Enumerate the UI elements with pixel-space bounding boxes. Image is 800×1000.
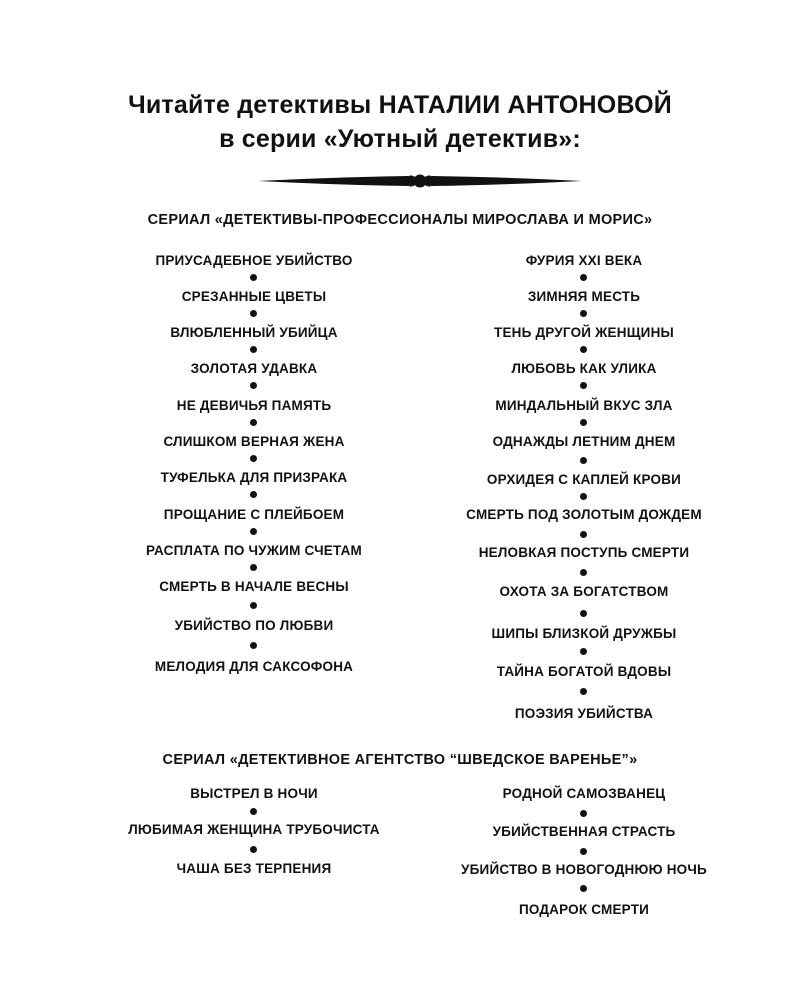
book-title: ФУРИЯ XXI ВЕКА [525,253,643,268]
book-title: ШИПЫ БЛИЗКОЙ ДРУЖБЫ [491,626,677,641]
bullet-dot-icon [580,382,587,389]
book-title: РАСПЛАТА ПО ЧУЖИМ СЧЕТАМ [146,543,362,558]
bullet-dot-icon [250,346,257,353]
series-heading-miroslava-moris: СЕРИАЛ «ДЕТЕКТИВЫ-ПРОФЕССИОНАЛЫ МИРОСЛАВА И МОРИС» [147,212,653,228]
bullet-dot-icon [250,491,257,498]
book-title: ОДНАЖДЫ ЛЕТНИМ ДНЕМ [492,434,676,449]
book-title: ЗОЛОТАЯ УДАВКА [190,361,318,376]
book-title: ЛЮБИМАЯ ЖЕНЩИНА ТРУБОЧИСТА [128,822,380,837]
bullet-dot-icon [250,642,257,649]
book-title: МИНДАЛЬНЫЙ ВКУС ЗЛА [495,398,673,413]
bullet-dot-icon [580,648,587,655]
book-title: ТАЙНА БОГАТОЙ ВДОВЫ [496,664,672,679]
book-title: ПОЭЗИЯ УБИЙСТВА [514,706,654,721]
book-title: НЕЛОВКАЯ ПОСТУПЬ СМЕРТИ [478,545,690,560]
book-title: ПОДАРОК СМЕРТИ [518,902,650,917]
book-title: ТЕНЬ ДРУГОЙ ЖЕНЩИНЫ [494,325,674,340]
book-title: УБИЙСТВО ПО ЛЮБВИ [174,618,334,633]
bullet-dot-icon [580,610,587,617]
book-title: ОХОТА ЗА БОГАТСТВОМ [499,584,669,599]
bullet-dot-icon [250,455,257,462]
bullet-dot-icon [580,885,587,892]
book-title: ПРОЩАНИЕ С ПЛЕЙБОЕМ [163,507,345,522]
bullet-dot-icon [580,848,587,855]
page-title [0,88,800,156]
book-title: ЗИМНЯЯ МЕСТЬ [527,289,641,304]
bullet-dot-icon [580,531,587,538]
book-title: МЕЛОДИЯ ДЛЯ САКСОФОНА [154,659,354,674]
book-title: ВЫСТРЕЛ В НОЧИ [190,786,318,801]
bullet-dot-icon [250,310,257,317]
book-title: ВЛЮБЛЕННЫЙ УБИЙЦА [170,325,338,340]
bullet-dot-icon [250,602,257,609]
bullet-dot-icon [580,457,587,464]
bullet-dot-icon [580,310,587,317]
bullet-dot-icon [580,274,587,281]
book-title: УБИЙСТВЕННАЯ СТРАСТЬ [492,824,676,839]
bullet-dot-icon [580,346,587,353]
title-line-series: в серии «Уютный детектив»: [219,125,581,153]
bullet-dot-icon [580,569,587,576]
book-title: СМЕРТЬ В НАЧАЛЕ ВЕСНЫ [159,579,349,594]
book-title: УБИЙСТВО В НОВОГОДНЮЮ НОЧЬ [461,862,707,877]
bullet-dot-icon [580,810,587,817]
book-title: ТУФЕЛЬКА ДЛЯ ПРИЗРАКА [160,470,348,485]
bullet-dot-icon [250,382,257,389]
series-heading-swedish-jam: СЕРИАЛ «ДЕТЕКТИВНОЕ АГЕНТСТВО “ШВЕДСКОЕ ВАРЕНЬЕ”» [162,752,638,768]
ornament-divider-icon [258,170,582,192]
book-title: ОРХИДЕЯ С КАПЛЕЙ КРОВИ [486,472,682,487]
bullet-dot-icon [250,419,257,426]
bullet-dot-icon [580,688,587,695]
book-title: СМЕРТЬ ПОД ЗОЛОТЫМ ДОЖДЕМ [466,507,702,522]
book-title: ПРИУСАДЕБНОЕ УБИЙСТВО [155,253,353,268]
book-title: НЕ ДЕВИЧЬЯ ПАМЯТЬ [176,398,332,413]
book-title: СРЕЗАННЫЕ ЦВЕТЫ [181,289,327,304]
title-line-author: Читайте детективы НАТАЛИИ АНТОНОВОЙ [128,91,672,119]
book-title: ЛЮБОВЬ КАК УЛИКА [511,361,657,376]
bullet-dot-icon [250,274,257,281]
bullet-dot-icon [250,846,257,853]
bullet-dot-icon [250,808,257,815]
bullet-dot-icon [250,564,257,571]
bullet-dot-icon [250,528,257,535]
bullet-dot-icon [580,493,587,500]
book-title: СЛИШКОМ ВЕРНАЯ ЖЕНА [163,434,345,449]
book-title: РОДНОЙ САМОЗВАНЕЦ [502,786,666,801]
bullet-dot-icon [580,419,587,426]
book-title: ЧАША БЕЗ ТЕРПЕНИЯ [176,861,332,876]
